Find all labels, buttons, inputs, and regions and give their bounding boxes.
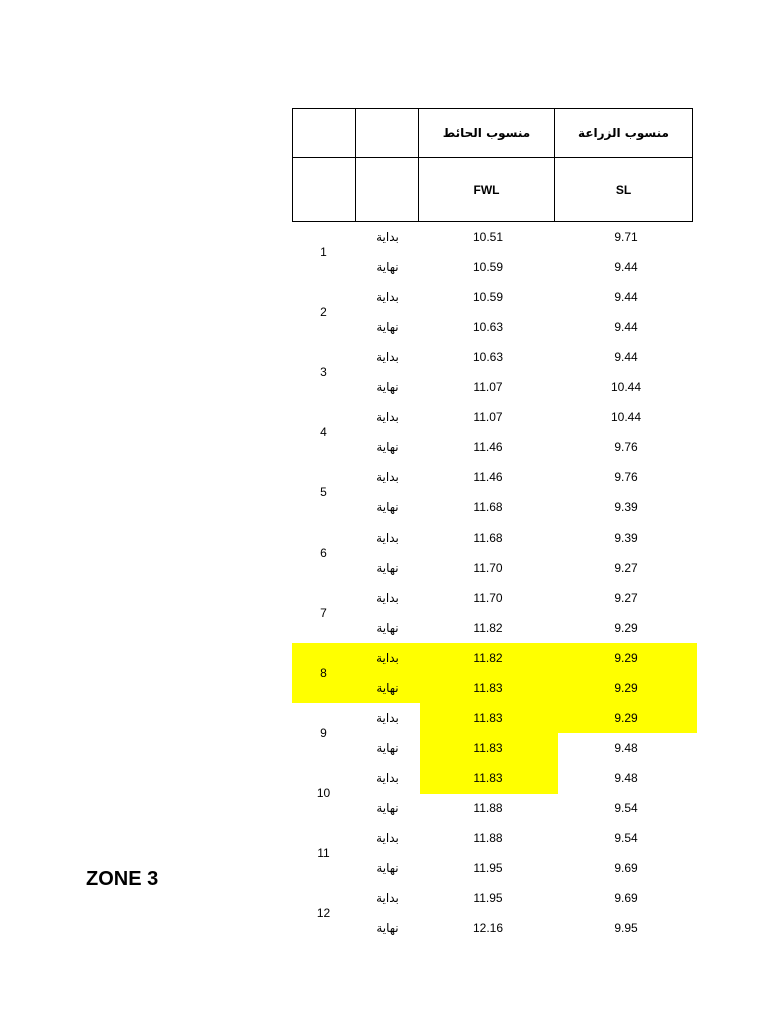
sl-value: 9.69 <box>614 861 638 876</box>
sl-value: 9.76 <box>614 440 638 455</box>
table-row <box>292 372 697 402</box>
table-row <box>292 853 697 883</box>
fwl-value: 11.82 <box>473 650 503 665</box>
sl-value: 9.44 <box>614 350 638 365</box>
row-label-start: بداية <box>376 831 399 845</box>
table-row <box>292 793 697 823</box>
sl-value: 9.69 <box>614 891 638 906</box>
table-row <box>292 613 697 643</box>
sl-value: 9.95 <box>614 921 638 936</box>
fwl-value: 11.83 <box>473 680 503 695</box>
row-label-end: نهاية <box>376 861 399 876</box>
header-fwl-code: FWL <box>419 158 555 222</box>
row-label-end: نهاية <box>376 680 399 695</box>
row-label-end: نهاية <box>376 500 399 515</box>
fwl-value: 11.46 <box>473 440 503 455</box>
sl-value: 9.39 <box>614 500 638 515</box>
row-label-end: نهاية <box>376 260 399 275</box>
table-row <box>292 643 697 673</box>
table-row <box>292 523 697 553</box>
header-sl-code: SL <box>555 158 693 222</box>
sl-value: 9.48 <box>614 770 638 785</box>
zone-number: 7 <box>320 605 327 620</box>
fwl-value: 11.83 <box>473 740 503 755</box>
table-row <box>292 763 697 793</box>
table-row <box>292 673 697 703</box>
sl-value: 9.29 <box>614 650 638 665</box>
table-row <box>292 583 697 613</box>
row-label-start: بداية <box>376 530 399 545</box>
sl-value: 9.44 <box>614 260 638 275</box>
table-row <box>292 462 697 492</box>
table-row <box>292 703 697 733</box>
table-row <box>292 733 697 763</box>
zone-number: 4 <box>320 425 327 440</box>
fwl-value: 11.83 <box>473 710 503 725</box>
table-row <box>292 492 697 522</box>
fwl-value: 11.83 <box>473 770 503 785</box>
fwl-value: 10.51 <box>472 230 504 244</box>
fwl-value: 11.70 <box>473 590 503 605</box>
table-row <box>292 883 697 913</box>
sl-value: 9.27 <box>614 560 638 575</box>
zone-number: 9 <box>320 725 327 740</box>
zone-number: 11 <box>317 846 330 860</box>
row-label-start: بداية <box>376 290 399 305</box>
header-sl-arabic: منسوب الزراعة <box>555 109 693 158</box>
row-label-end: نهاية <box>376 740 399 755</box>
header-table <box>292 108 693 222</box>
row-label-start: بداية <box>376 650 399 665</box>
fwl-value: 11.68 <box>473 530 503 545</box>
sl-value: 9.44 <box>614 290 638 305</box>
row-label-start: بداية <box>376 770 399 785</box>
row-label-end: نهاية <box>376 800 399 815</box>
row-label-end: نهاية <box>376 380 399 395</box>
row-label-end: نهاية <box>376 921 399 936</box>
sl-value: 9.76 <box>614 470 638 485</box>
sl-value: 9.39 <box>614 530 638 545</box>
row-label-start: بداية <box>376 710 399 725</box>
fwl-value: 11.95 <box>473 891 503 906</box>
fwl-value: 11.07 <box>473 380 503 395</box>
table-row <box>292 553 697 583</box>
row-label-start: بداية <box>376 410 399 425</box>
sl-value: 9.54 <box>614 800 638 815</box>
header-empty-4 <box>356 158 419 222</box>
fwl-value: 11.07 <box>473 410 503 425</box>
sl-value: 9.44 <box>614 320 638 335</box>
fwl-value: 11.68 <box>473 500 503 515</box>
row-label-start: بداية <box>376 230 399 244</box>
zone-number: 6 <box>320 545 327 560</box>
sl-value: 9.54 <box>614 831 638 845</box>
zone-number: 2 <box>320 305 327 320</box>
table-row <box>292 913 697 943</box>
sl-value: 9.29 <box>614 710 638 725</box>
fwl-value: 11.70 <box>473 560 503 575</box>
fwl-value: 10.63 <box>472 320 504 335</box>
row-label-start: بداية <box>376 470 399 485</box>
table-row <box>292 342 697 372</box>
row-label-start: بداية <box>376 350 399 365</box>
row-label-end: نهاية <box>376 560 399 575</box>
sl-value: 10.44 <box>610 380 642 395</box>
zone-number: 1 <box>320 245 327 259</box>
sl-value: 9.29 <box>614 620 638 635</box>
table-row <box>292 432 697 462</box>
fwl-value: 10.59 <box>472 260 504 275</box>
row-label-end: نهاية <box>376 620 399 635</box>
table-row <box>292 402 697 432</box>
zone-number: 3 <box>320 365 327 380</box>
fwl-value: 10.63 <box>472 350 504 365</box>
table-row <box>292 222 697 252</box>
fwl-value: 11.46 <box>473 470 503 485</box>
sl-value: 9.48 <box>614 740 638 755</box>
zone-number: 5 <box>320 485 327 500</box>
zone-number: 12 <box>316 906 331 921</box>
table-row <box>292 282 697 312</box>
sl-value: 10.44 <box>610 410 642 425</box>
fwl-value: 12.16 <box>472 921 504 936</box>
table-row <box>292 312 697 342</box>
zone-number: 10 <box>316 785 331 800</box>
table-row <box>292 823 697 853</box>
row-label-start: بداية <box>376 590 399 605</box>
zone-number: 8 <box>320 665 327 680</box>
header-empty-2 <box>356 109 419 158</box>
header-empty-3 <box>293 158 356 222</box>
fwl-value: 11.95 <box>473 861 503 876</box>
row-label-start: بداية <box>376 891 399 906</box>
row-label-end: نهاية <box>376 320 399 335</box>
sl-value: 9.29 <box>614 680 638 695</box>
row-label-end: نهاية <box>376 440 399 455</box>
sl-value: 9.71 <box>614 230 638 244</box>
fwl-value: 11.88 <box>473 800 503 815</box>
fwl-value: 11.82 <box>473 620 503 635</box>
fwl-value: 11.88 <box>473 831 503 845</box>
header-empty-1 <box>293 109 356 158</box>
sl-value: 9.27 <box>614 590 638 605</box>
zone-title: ZONE 3 <box>86 868 159 890</box>
header-fwl-arabic: منسوب الحائط <box>419 109 555 158</box>
table-row <box>292 252 697 282</box>
fwl-value: 10.59 <box>472 290 504 305</box>
